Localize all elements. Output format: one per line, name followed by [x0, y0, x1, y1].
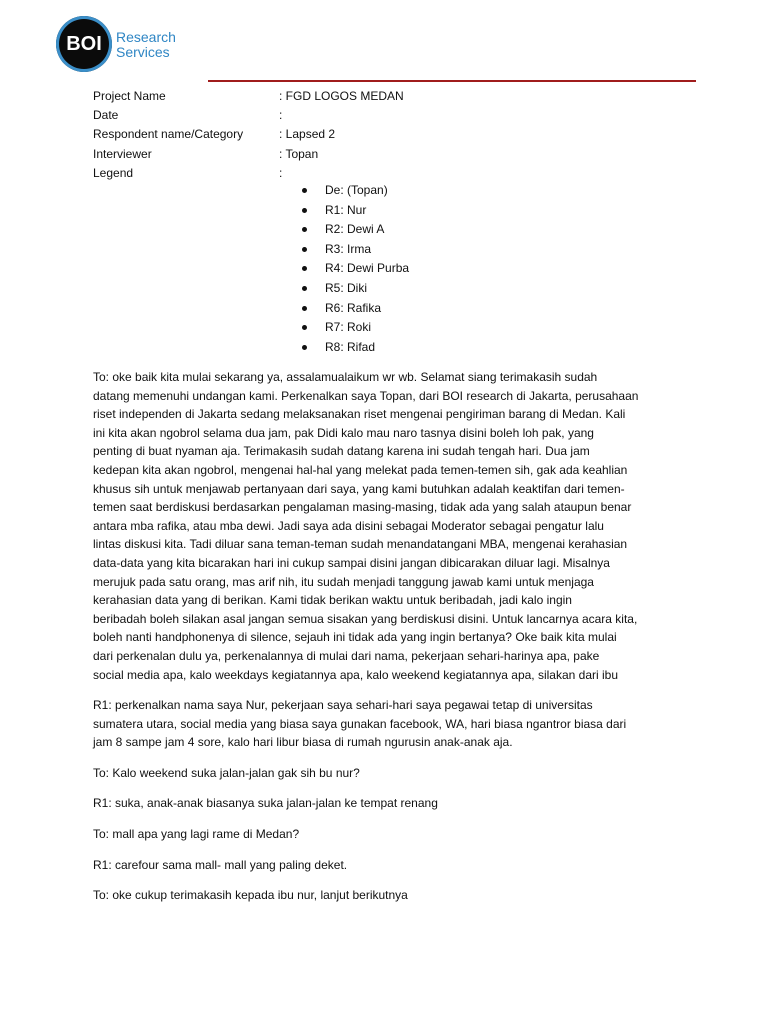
legend-item: R2: Dewi A — [302, 220, 409, 240]
transcript-line: To: oke baik kita mulai sekarang ya, assalamualaikum wr wb. Selamat siang terimakasih sudah — [93, 370, 598, 384]
company-logo — [56, 16, 206, 76]
transcript-paragraph — [93, 886, 693, 905]
legend-list — [302, 181, 409, 357]
transcript-paragraph — [93, 764, 693, 783]
legend-item: R6: Rafika — [302, 299, 409, 319]
transcript-line: penting di buat nyaman aja. Terimakasih sudah datang karena ini sudah tengah hari. Dua jam — [93, 444, 590, 459]
transcript-line: ini kita akan ngobrol selama dua jam, pak Didi kalo mau naro tasnya disini boleh loh pak, yang — [93, 425, 594, 440]
legend-item: R4: Dewi Purba — [302, 259, 409, 279]
logo-mark — [56, 16, 112, 72]
logo-wordmark — [116, 30, 176, 60]
transcript-line: datang memenuhi undangan kami. Perkenalkan saya Topan, dari BOI research di Jakarta, perusahaan — [93, 388, 639, 403]
transcript-line: khusus sih untuk menjawab pertanyaan dari saya, yang kami butuhkan adalah keaktifan dari temen- — [93, 481, 625, 496]
legend-item: R1: Nur — [302, 201, 409, 221]
transcript-line: temen saat berdiskusi berdasarkan pengalaman masing-masing, tidak ada yang salah ataupun benar — [93, 500, 632, 515]
logo-line-2: Services — [116, 44, 170, 60]
transcript-line: sumatera utara, social media yang biasa saya gunakan facebook, WA, hari biasa ngantror biasa dari — [93, 716, 627, 731]
transcript-body — [93, 368, 693, 917]
meta-label: Project Name — [93, 89, 166, 103]
transcript-line: R1: suka, anak-anak biasanya suka jalan-jalan ke tempat renang — [93, 796, 438, 811]
legend-item: R5: Diki — [302, 279, 409, 299]
transcript-paragraph — [93, 856, 693, 875]
transcript-line: To: oke cukup terimakasih kepada ibu nur, lanjut berikutnya — [93, 888, 408, 903]
transcript-line: social media apa, kalo weekdays kegiatannya apa, kalo weekend kegiatannya apa, silakan dari ibu — [93, 667, 619, 682]
transcript-line: kedepan kita akan ngobrol, mengenai hal-hal yang melekat pada temen-temen sih, gak ada keahlian — [93, 462, 628, 477]
meta-value: : — [279, 108, 283, 123]
transcript-line: R1: perkenalkan nama saya Nur, pekerjaan saya sehari-hari saya pegawai tetap di universitas — [93, 698, 593, 713]
legend-item: De: (Topan) — [302, 181, 409, 201]
transcript-line: data-data yang kita bicarakan hari ini cukup sampai disini jangan dibicarakan diluar lagi. Misalnya — [93, 555, 610, 570]
transcript-line: beribadah boleh silakan asal jangan semua sisakan yang berdiskusi disini. Untuk lancarnya acara kita, — [93, 611, 638, 626]
meta-label: Date — [93, 108, 119, 123]
meta-label: Respondent name/Category — [93, 127, 244, 142]
transcript-line: R1: carefour sama mall- mall yang paling deket. — [93, 857, 348, 872]
transcript-line: dari perkenalan dulu ya, perkenalannya di mulai dari nama, pekerjaan sehari-harinya apa, pake — [93, 648, 600, 663]
legend-item: R7: Roki — [302, 318, 409, 338]
legend-item: R3: Irma — [302, 240, 409, 260]
transcript-paragraph — [93, 794, 693, 813]
logo-line-1: Research — [116, 29, 176, 45]
transcript-line: jam 8 sampe jam 4 sore, kalo hari libur biasa di rumah ngurusin anak-anak aja. — [93, 735, 513, 750]
transcript-line: kerahasian data yang di berikan. Kami tidak berikan waktu untuk beribadah, jadi kalo ingin — [93, 593, 572, 608]
meta-label: Interviewer — [93, 146, 152, 161]
transcript-line: merujuk pada satu orang, mas arif nih, itu sudah menjadi tanggung jawab kami untuk menjaga — [93, 574, 594, 589]
meta-label: Legend — [93, 165, 134, 180]
transcript-paragraph — [93, 825, 693, 844]
meta-value: : Lapsed 2 — [279, 127, 336, 142]
meta-value: : FGD LOGOS MEDAN — [279, 89, 404, 103]
transcript-line: To: Kalo weekend suka jalan-jalan gak sih bu nur? — [93, 765, 360, 780]
meta-value: : — [279, 165, 283, 180]
legend-item: R8: Rifad — [302, 338, 409, 358]
transcript-paragraph — [93, 696, 693, 752]
transcript-line: boleh nanti handphonenya di silence, sejauh ini tidak ada yang ingin bertanya? Oke baik kita mulai — [93, 630, 617, 645]
transcript-paragraph — [93, 368, 693, 684]
transcript-line: lintas diskusi kita. Tadi diluar sana teman-teman sudah menandatangani MBA, mengenai kerahasian — [93, 537, 628, 552]
meta-value: : Topan — [279, 146, 319, 161]
logo-mark-text: BOI — [66, 32, 102, 55]
transcript-line: antara mba rafika, atau mba dewi. Jadi saya ada disini sebagai Moderator sebagai pengatur lalu — [93, 518, 604, 533]
header-divider — [208, 80, 696, 82]
transcript-line: riset independen di Jakarta sedang melaksanakan riset mengenai pengiriman barang di Medan. Kali — [93, 407, 626, 422]
transcript-line: To: mall apa yang lagi rame di Medan? — [93, 827, 300, 842]
